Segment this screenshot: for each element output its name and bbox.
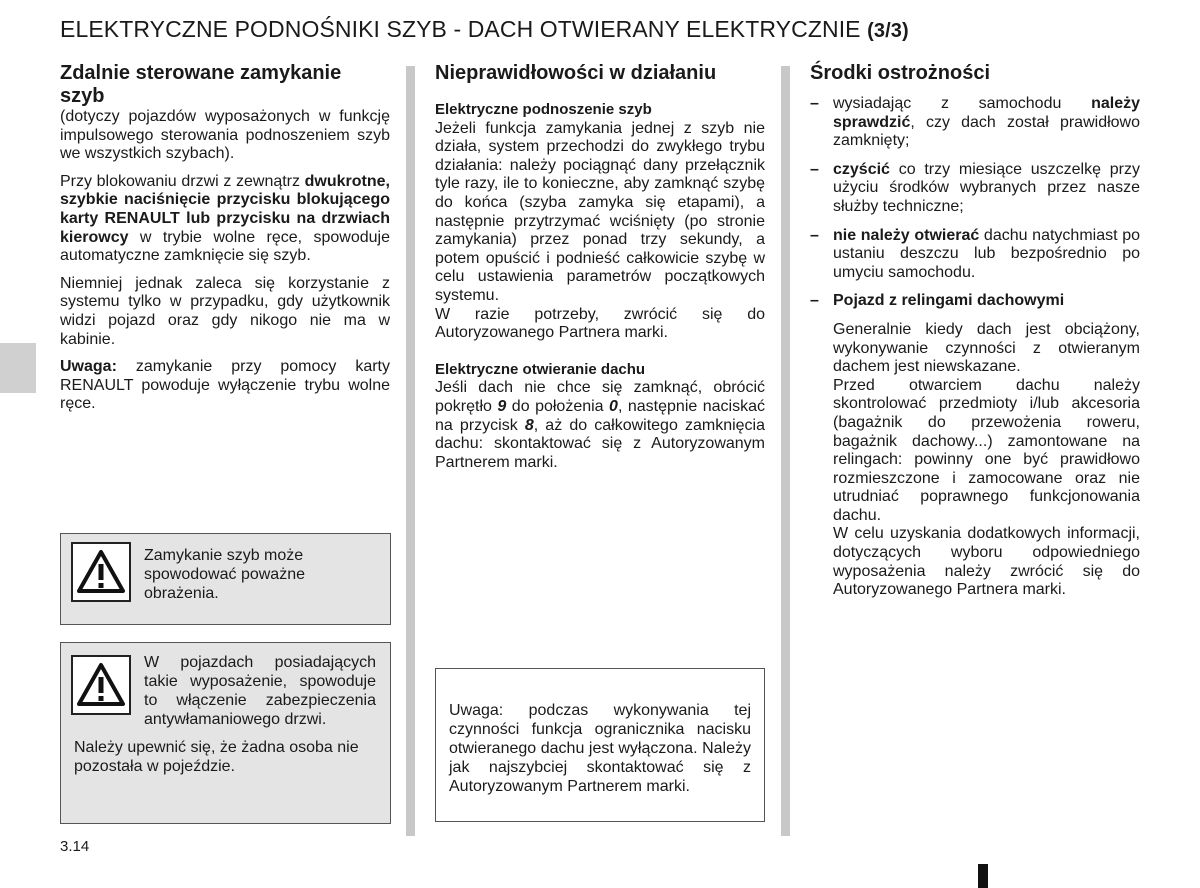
section-tab: [0, 343, 36, 393]
warning-text: W pojazdach posiadających takie wyposażenie, spowoduje to włączenie zabezpieczenia antywłamaniowego drzwi.: [144, 654, 376, 728]
column-precautions: [810, 62, 1140, 600]
list-item: – Pojazd z relingami dachowymi: [810, 292, 1065, 310]
column-malfunctions: [435, 62, 765, 472]
paragraph: Jeśli dach nie chce się zamknąć, obrócić pokrętło 9 do położenia 0, następnie naciskać na przycisk 8, aż do całkowitego zamknięcia dachu: skontaktować się z Autoryzowanym Partnerem marki.: [435, 379, 765, 471]
column-remote-closing: [60, 62, 390, 414]
page-number: 3.14: [60, 838, 90, 855]
column-divider: [781, 66, 790, 836]
page-part: (3/3): [867, 20, 909, 42]
page-title: ELEKTRYCZNE PODNOŚNIKI SZYB - DACH OTWIERANY ELEKTRYCZNIE (3/3): [60, 16, 909, 42]
corner-mark: [978, 864, 988, 888]
paragraph: (dotyczy pojazdów wyposażonych w funkcję impulsowego sterowania podnoszeniem szyb we wszystkich szybach).: [60, 108, 390, 163]
section-heading: Nieprawidłowości w działaniu: [435, 62, 717, 84]
note-box: [435, 668, 765, 822]
column-divider: [406, 66, 415, 836]
section-heading: Środki ostrożności: [810, 62, 991, 84]
list-item: – wysiadając z samochodu należy sprawdzić, czy dach został prawidłowo zamknięty;: [810, 95, 1140, 150]
warning-text: Należy upewnić się, że żadna osoba nie pozostała w pojeździe.: [74, 739, 359, 775]
note-text: Uwaga: podczas wykonywania tej czynności funkcja ogranicznika nacisku otwieranego dachu jest wyłączona. Należy jak najszybciej skontaktować się z Autoryzowanym Partnerem marki.: [449, 702, 751, 795]
paragraph: Uwaga: zamykanie przy pomocy karty RENAULT powoduje wyłączenie trybu wolne ręce.: [60, 358, 390, 413]
warning-triangle-icon: [71, 655, 131, 715]
paragraph: Niemniej jednak zaleca się korzystanie z systemu tylko w przypadku, gdy użytkownik widzi pojazd oraz gdy nikogo nie ma w kabinie.: [60, 274, 390, 348]
paragraph: Generalnie kiedy dach jest obciążony, wykonywanie czynności z otwieranym dachem jest niewskazane.: [833, 320, 1140, 376]
paragraph: W celu uzyskania dodatkowych informacji, dotyczących wyboru odpowiedniego wyposażenia należy zwrócić się do Autoryzowanego Partnera marki.: [833, 525, 1140, 599]
warning-text: Zamykanie szyb może spowodować poważne obrażenia.: [144, 547, 305, 602]
paragraph: Przy blokowaniu drzwi z zewnątrz dwukrotne, szybkie naciśnięcie przycisku blokującego karty RENAULT lub przycisku na drzwiach kierowcy w trybie wolne ręce, spowoduje automatyczne zamknięcie się szyb.: [60, 172, 390, 265]
warning-triangle-icon: [71, 542, 131, 602]
paragraph: Jeżeli funkcja zamykania jednej z szyb nie działa, system przechodzi do zwykłego trybu działania: należy pociągnąć dany przełącznik tyle razy, ile to konieczne, aby zamknąć szybę do końca (szyba zamyka się etapami), a następnie przytrzymać wciśnięty (po stronie zamykania) przez ponad trzy sekundy, a potem opuścić i podnieść całkowicie szybę w celu ustawienia parametrów początkowych systemu.: [435, 119, 765, 304]
paragraph: W razie potrzeby, zwrócić się do Autoryzowanego Partnera marki.: [435, 305, 765, 342]
list-item: – nie należy otwierać dachu natychmiast po ustaniu deszczu lub bezpośrednio po umyciu samochodu.: [810, 226, 1140, 281]
subheading: Elektryczne podnoszenie szyb: [435, 101, 652, 118]
warning-box: [60, 533, 391, 625]
paragraph: Przed otwarciem dachu należy skontrolować przedmioty i/lub akcesoria (bagażnik do przewożenia roweru, bagażnik dachowy...) zamontowane na relingach: powinny one być prawidłowo rozmieszczone i zamocowane oraz nie utrudniać poprawnego funkcjonowania dachu.: [833, 376, 1140, 524]
warning-box: [60, 642, 391, 824]
list-item: – czyścić co trzy miesiące uszczelkę przy użyciu środków wybranych przez nasze służby techniczne;: [810, 160, 1140, 215]
subheading: Elektryczne otwieranie dachu: [435, 360, 646, 378]
section-heading: Zdalnie sterowane zamykanie szyb: [60, 62, 342, 107]
